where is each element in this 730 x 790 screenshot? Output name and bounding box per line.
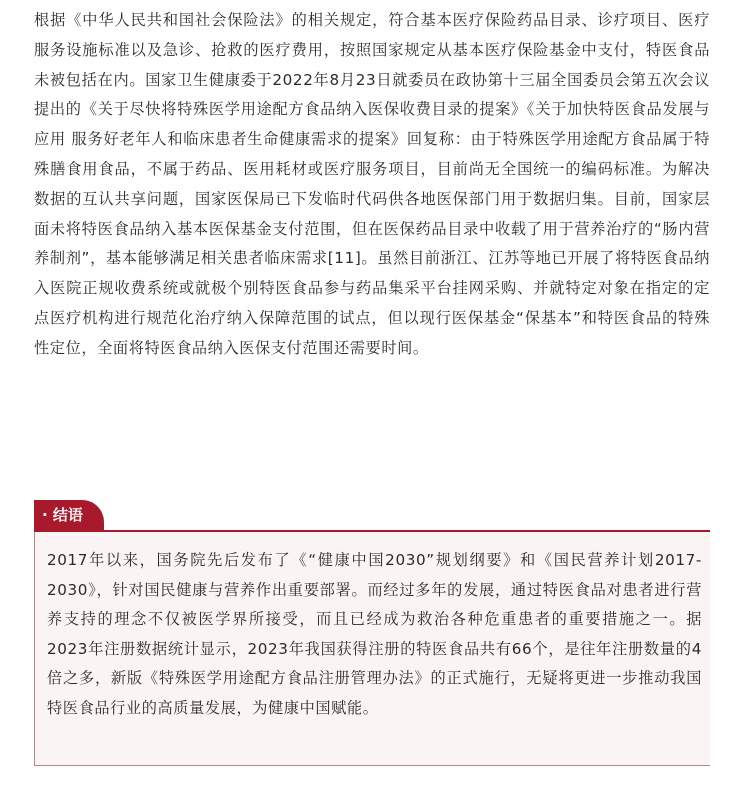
conclusion-title: · 结语 xyxy=(34,500,104,530)
conclusion-box xyxy=(34,532,710,766)
conclusion-paragraph: 2017年以来，国务院先后发布了《“健康中国2030”规划纲要》和《国民营养计划2017-2030》，针对国民健康与营养作出重要部署。而经过多年的发展，通过特医食品对患者进行营养支持的理念不仅被医学界所接受，而且已经成为救治各种危重患者的重要措施之一。据2023年注册数据统计显示，2023年我国获得注册的特医食品共有66个，是往年注册数量的4倍之多，新版《特殊医学用途配方食品注册管理办法》的正式施行，无疑将更进一步推动我国特医食品行业的高质量发展，为健康中国赋能。 xyxy=(47,551,702,717)
article-paragraph: 根据《中华人民共和国社会保险法》的相关规定，符合基本医疗保险药品目录、诊疗项目、医疗服务设施标准以及急诊、抢救的医疗费用，按照国家规定从基本医疗保险基金中支付，特医食品未被包括在内。国家卫生健康委于2022年8月23日就委员在政协第十三届全国委员会第五次会议提出的《关于尽快将特殊医学用途配方食品纳入医保收费目录的提案》《关于加快特医食品发展与应用 服务好老年人和临床患者生命健康需求的提案》回复称：由于特殊医学用途配方食品属于特殊膳食用食品，不属于药品、医用耗材或医疗服务项目，目前尚无全国统一的编码标准。为解决数据的互认共享问题，国家医保局已下发临时代码供各地医保部门用于数据归集。目前，国家层面未将特医食品纳入基本医保基金支付范围，但在医保药品目录中收载了用于营养治疗的“肠内营养制剂”，基本能够满足相关患者临床需求[11]。虽然目前浙江、江苏等地已开展了将特医食品纳入医院正规收费系统或就极个别特医食品参与药品集采平台挂网采购、并就特定对象在指定的定点医疗机构进行规范化治疗纳入保障范围的试点，但以现行医保基金“保基本”和特医食品的特殊性定位，全面将特医食品纳入医保支付范围还需要时间。 xyxy=(34,11,710,357)
conclusion-section xyxy=(34,500,710,766)
conclusion-header xyxy=(34,500,710,532)
